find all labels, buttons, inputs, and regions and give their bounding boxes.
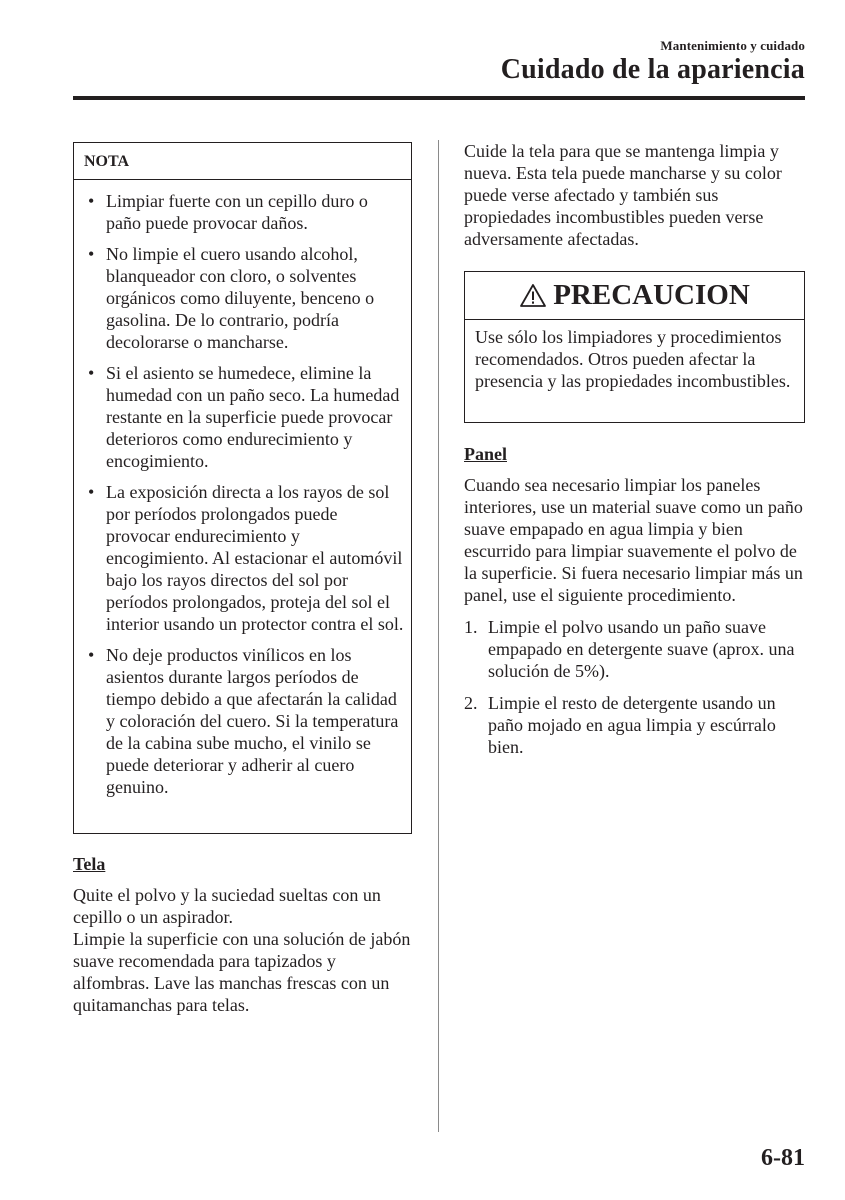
fabric-care-intro: Cuide la tela para que se mantenga limpia y nueva. Esta tela puede mancharse y su color puede verse afectado y también sus propiedades incombustibles pueden verse adversamente afectadas. bbox=[464, 141, 782, 249]
bullet-icon: • bbox=[88, 363, 95, 383]
panel-heading: Panel bbox=[464, 444, 507, 464]
header-rule bbox=[73, 96, 805, 100]
nota-item-text: Limpiar fuerte con un cepillo duro o paño puede provocar daños. bbox=[106, 191, 368, 233]
tela-paragraph-2: Limpie la superficie con una solución de jabón suave recomendada para tapizados y alfombras. Lave las manchas frescas con un quitamanchas para telas. bbox=[73, 929, 411, 1015]
nota-item bbox=[86, 644, 405, 798]
tela-paragraph-1: Quite el polvo y la suciedad sueltas con un cepillo o un aspirador. bbox=[73, 885, 381, 927]
precaucion-body: Use sólo los limpiadores y procedimientos recomendados. Otros pueden afectar la presencia y las propiedades incombustibles. bbox=[475, 327, 791, 391]
column-divider bbox=[438, 140, 439, 1132]
tela-section bbox=[73, 853, 413, 1016]
step-number: 1. bbox=[464, 617, 478, 637]
step-text: Limpie el polvo usando un paño suave empapado en detergente suave (aprox. una solución de 5%). bbox=[488, 617, 795, 681]
panel-section bbox=[464, 443, 806, 768]
nota-box bbox=[73, 142, 412, 834]
nota-title: NOTA bbox=[74, 143, 411, 180]
step-text: Limpie el resto de detergente usando un paño mojado en agua limpia y escúrralo bien. bbox=[488, 693, 776, 757]
precaucion-title: PRECAUCION bbox=[553, 279, 750, 311]
nota-item bbox=[86, 362, 405, 472]
panel-step bbox=[464, 692, 806, 758]
precaucion-header bbox=[465, 272, 804, 320]
nota-item bbox=[86, 243, 405, 353]
nota-list bbox=[74, 180, 411, 798]
nota-item-text: No deje productos vinílicos en los asientos durante largos períodos de tiempo debido a que afectarán la calidad y coloración del cuero. Si la temperatura de la cabina sube mucho, el vinilo se puede deteriorar y adherir al cuero genuino. bbox=[106, 645, 399, 797]
bullet-icon: • bbox=[88, 244, 95, 264]
panel-step bbox=[464, 616, 806, 682]
nota-item-text: Si el asiento se humedece, elimine la humedad con un paño seco. La humedad restante en la superficie puede provocar deterioros como endurecimiento y encogimiento. bbox=[106, 363, 400, 471]
step-number: 2. bbox=[464, 693, 478, 713]
nota-item-text: La exposición directa a los rayos de sol por períodos prolongados puede provocar endurecimiento y encogimiento. Al estacionar el automóvil bajo los rayos directos del sol por períodos prolongados, proteja del sol el interior usando un protector contra el sol. bbox=[106, 482, 404, 634]
nota-item bbox=[86, 481, 405, 635]
page-number: 6-81 bbox=[761, 1145, 805, 1171]
bullet-icon: • bbox=[88, 191, 95, 211]
bullet-icon: • bbox=[88, 482, 95, 502]
nota-item bbox=[86, 190, 405, 234]
panel-paragraph: Cuando sea necesario limpiar los paneles interiores, use un material suave como un paño suave empapado en agua limpia y bien escurrido para limpiar suavemente el polvo de la superficie. Si fuera necesario limpiar más un panel, use el siguiente procedimiento. bbox=[464, 475, 803, 605]
tela-heading: Tela bbox=[73, 854, 106, 874]
panel-steps bbox=[464, 616, 806, 758]
nota-item-text: No limpie el cuero usando alcohol, blanqueador con cloro, o solventes orgánicos como diluyente, benceno o gasolina. De lo contrario, podría decolorarse o mancharse. bbox=[106, 244, 375, 352]
running-header-section: Mantenimiento y cuidado bbox=[660, 38, 805, 53]
precaucion-box bbox=[464, 271, 805, 423]
warning-triangle-icon bbox=[519, 283, 547, 308]
bullet-icon: • bbox=[88, 645, 95, 665]
page-title: Cuidado de la apariencia bbox=[500, 54, 805, 85]
